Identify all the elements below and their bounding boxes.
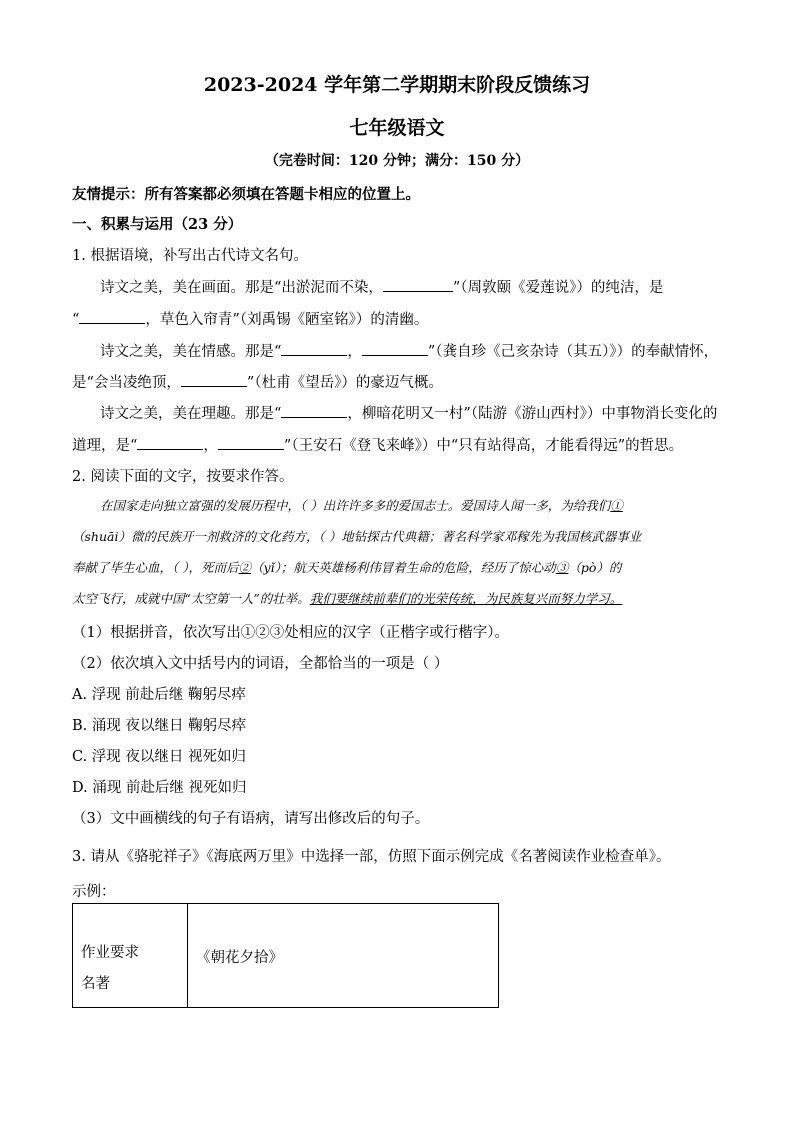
answer-blank[interactable] [281, 341, 347, 356]
underlined-sentence: 我们要继续前辈们的光荣传统，为民族复兴而努力学习。 [309, 591, 623, 606]
answer-blank[interactable] [362, 341, 428, 356]
section-heading: 一、积累与运用（23 分） [72, 216, 243, 233]
table-header-cell: 作业要求 名著 [73, 904, 188, 1008]
option-c[interactable]: C. 浮现 夜以继日 视死如归 [72, 749, 247, 765]
q2-sub-1: （1）根据拼音，依次写出①②③处相应的汉字（正楷字或行楷字）。 [72, 625, 509, 641]
q1-line-4: 是“会当凌绝顶， ”（杜甫《望岳》）的豪迈气概。 [72, 371, 443, 392]
q2-sub-3: （3）文中画横线的句子有语病，请写出修改后的句子。 [72, 811, 430, 827]
answer-blank[interactable] [79, 309, 145, 324]
q1-line-1: 诗文之美，美在画面。那是“出淤泥而不染， ”（周敦颐《爱莲说》）的纯洁，是 [100, 276, 663, 297]
question-2-prompt: 2. 阅读下面的文字，按要求作答。 [72, 469, 294, 485]
page-title: 2023-2024 学年第二学期期末阶段反馈练习 [203, 74, 591, 96]
option-a[interactable]: A. 浮现 前赴后继 鞠躬尽瘁 [72, 687, 246, 703]
answer-blank[interactable] [281, 403, 347, 418]
answer-blank[interactable] [137, 435, 203, 450]
q2-sub-2: （2）依次填入文中括号内的词语，全都恰当的一项是（ ） [72, 656, 449, 672]
friendly-tip: 友情提示：所有答案都必须填在答题卡相应的位置上。 [72, 186, 420, 203]
q1-line-2: “ ，草色入帘青”（刘禹锡《陋室铭》）的清幽。 [72, 308, 428, 329]
passage-line-3: 奉献了毕生心血，（ ），死而后②（yǐ）；航天英雄杨利伟冒着生命的危险，经历了惊心动③（pò）的 [72, 560, 622, 575]
q1-line-6: 道理，是“ ， ”（王安石《登飞来峰》）中“只有站得高，才能看得远”的哲思。 [72, 434, 683, 455]
example-label: 示例： [72, 884, 116, 900]
passage-line-2: （shuāi）微的民族开一剂救济的文化药方，（ ）地钻探古代典籍；著名科学家邓稼先为我国核武器事业 [72, 529, 642, 544]
option-d[interactable]: D. 涌现 前赴后继 视死如归 [72, 780, 247, 796]
answer-blank[interactable] [181, 372, 247, 387]
q1-line-5: 诗文之美，美在理趣。那是“ ，柳暗花明又一村”（陆游《游山西村》）中事物消长变化的 [100, 402, 717, 423]
question-1-prompt: 1. 根据语境，补写出古代诗文名句。 [72, 248, 308, 264]
exam-meta: （完卷时间：120 分钟；满分：150 分） [264, 153, 530, 169]
q1-line-3: 诗文之美，美在情感。那是“ ， ”（龚自珍《己亥杂诗（其五）》）的奉献情怀， [100, 340, 718, 361]
table-book-cell: 《朝花夕拾》 [188, 904, 499, 1008]
question-3-prompt: 3. 请从《骆驼祥子》《海底两万里》中选择一部，仿照下面示例完成《名著阅读作业检查单》。 [72, 849, 671, 865]
page-subtitle: 七年级语文 [349, 117, 445, 139]
option-b[interactable]: B. 涌现 夜以继日 鞠躬尽瘁 [72, 718, 247, 734]
answer-blank[interactable] [218, 435, 284, 450]
passage-line-1: 在国家走向独立富强的发展历程中，（ ）出许许多多的爱国志士。爱国诗人闻一多，为给我们① [100, 498, 623, 513]
example-table [72, 903, 499, 1008]
passage-line-4: 太空飞行，成就中国“太空第一人”的壮举。我们要继续前辈们的光荣传统，为民族复兴而努力学习。 [72, 591, 623, 606]
answer-blank[interactable] [383, 277, 453, 292]
